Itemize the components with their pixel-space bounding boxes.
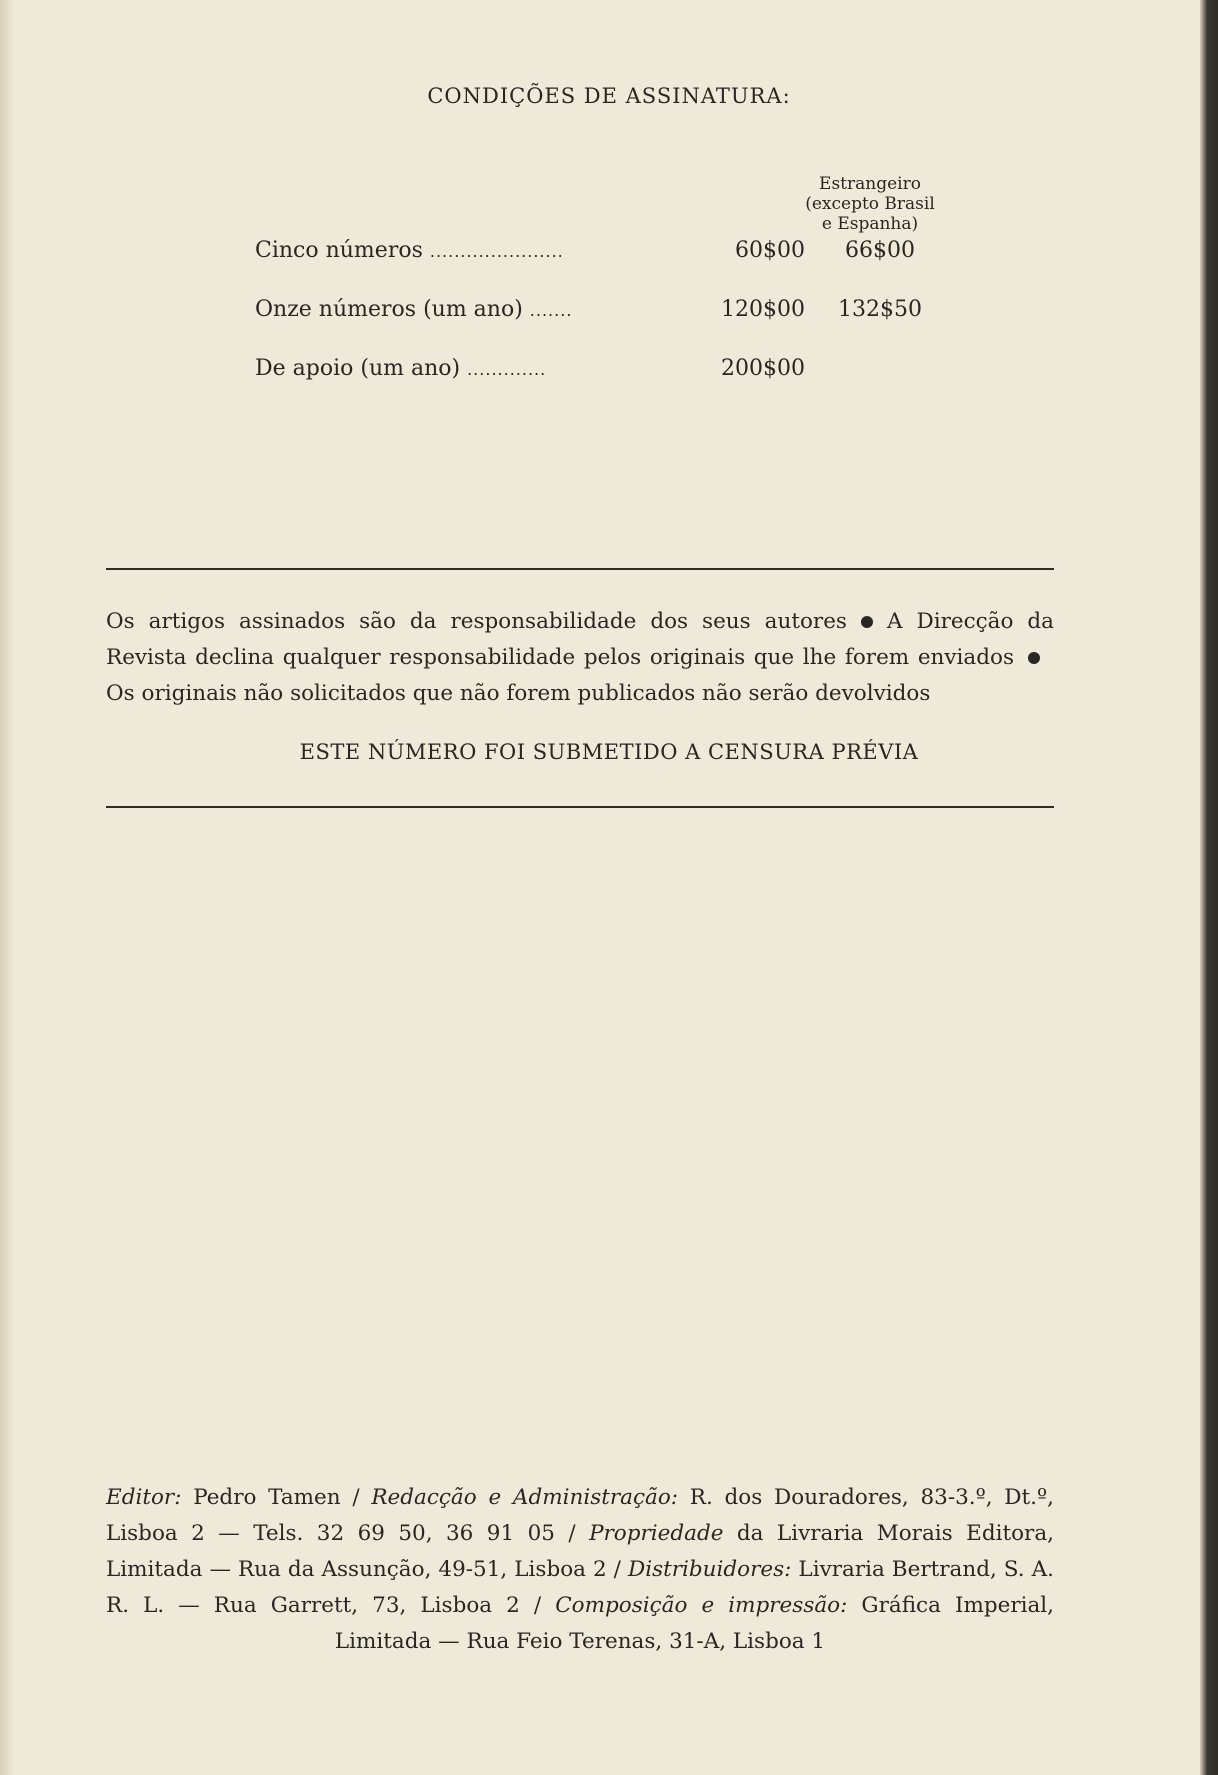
imprint-text: Livraria Bertrand, S. A. R. L. — Rua Garrett, 73, Lisboa 2 / [106, 1557, 1054, 1618]
bullet-icon [861, 616, 873, 628]
notice-sentence: Os originais não solicitados que não forem publicados não serão devolvidos [106, 681, 931, 706]
imprint-label: Redacção e Administração: [371, 1485, 679, 1510]
subscription-row [255, 356, 955, 388]
imprint-text: R. dos Douradores, 83-3.º, Dt.º, Lisboa 2 — Tels. 32 69 50, 36 91 05 / [106, 1485, 1054, 1546]
foreign-price-header [760, 174, 980, 234]
page-title: CONDIÇÕES DE ASSINATURA: [427, 84, 791, 108]
subscription-label: De apoio (um ano) ............. [255, 356, 547, 381]
notice-sentence: A Direcção da Revista declina qualquer responsabilidade pelos originais que lhe forem enviados [106, 609, 1054, 670]
subscription-row [255, 297, 955, 329]
foreign-header-line: (excepto Brasil [805, 194, 935, 214]
imprint-label: Composição e impressão: [555, 1593, 848, 1618]
imprint-text: da Livraria Morais Editora, Limitada — Rua da Assunção, 49-51, Lisboa 2 / [106, 1521, 1054, 1582]
imprint-block [106, 1480, 1054, 1660]
subscription-price: 200$00 [721, 356, 805, 381]
subscription-row [255, 238, 955, 270]
subscription-foreign-price: 132$50 [838, 297, 922, 322]
responsibility-notice [106, 604, 1054, 712]
foreign-header-line: e Espanha) [821, 214, 919, 234]
page-spine-shadow [0, 0, 14, 1775]
subscription-foreign-price: 66$00 [845, 238, 915, 263]
subscription-label: Cinco números ...................... [255, 238, 564, 263]
subscription-label: Onze números (um ano) ....... [255, 297, 573, 322]
page-edge [1200, 0, 1218, 1775]
bullet-icon [1028, 652, 1040, 664]
divider-bottom [106, 806, 1054, 808]
imprint-label: Propriedade [589, 1521, 724, 1546]
imprint-label: Distribuidores: [627, 1557, 792, 1582]
imprint-text: Gráfica Imperial, Limitada — Rua Feio Terenas, 31-A, Lisboa 1 [334, 1593, 1054, 1654]
foreign-header-line: Estrangeiro [819, 174, 921, 194]
notice-sentence: Os artigos assinados são da responsabilidade dos seus autores [106, 609, 847, 634]
divider-top [106, 568, 1054, 570]
subscription-price: 60$00 [735, 238, 805, 263]
censorship-notice: ESTE NÚMERO FOI SUBMETIDO A CENSURA PRÉVIA [299, 740, 919, 764]
imprint-label: Editor: [106, 1485, 182, 1510]
subscription-price: 120$00 [721, 297, 805, 322]
imprint-text: Pedro Tamen / [193, 1485, 360, 1510]
